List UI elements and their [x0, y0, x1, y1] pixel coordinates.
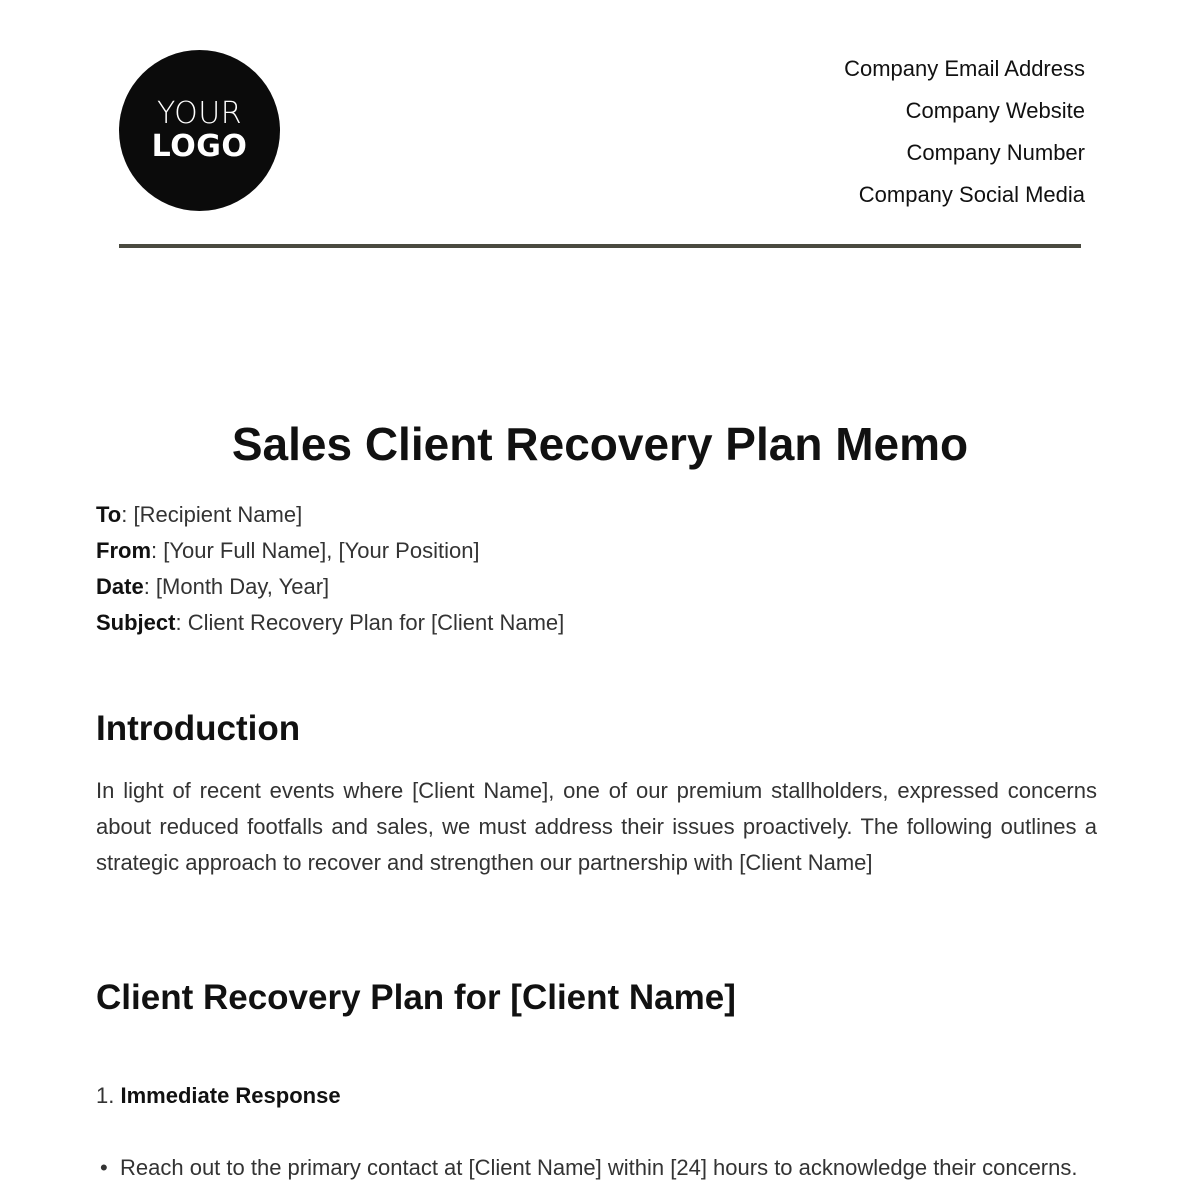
- memo-date-value: : [Month Day, Year]: [143, 574, 330, 599]
- header-divider: [119, 244, 1081, 248]
- company-website: Company Website: [905, 98, 1085, 123]
- introduction-heading: Introduction: [96, 709, 301, 748]
- company-logo: [119, 50, 280, 211]
- company-email: Company Email Address: [844, 56, 1085, 81]
- plan-bullet-item: [100, 1150, 1090, 1186]
- document-title: Sales Client Recovery Plan Memo: [231, 418, 969, 470]
- memo-to-value: : [Recipient Name]: [121, 502, 303, 527]
- memo-subject-row: [96, 605, 564, 641]
- company-social-media: Company Social Media: [858, 182, 1085, 207]
- logo-text-bottom: LOGO: [151, 128, 248, 164]
- memo-meta: [96, 497, 564, 641]
- company-contact-block: [844, 52, 1085, 220]
- memo-subject-label: Subject: [96, 610, 176, 635]
- memo-from-row: [96, 533, 564, 569]
- memo-from-value: : [Your Full Name], [Your Position]: [151, 538, 480, 563]
- step-title: Immediate Response: [120, 1083, 341, 1108]
- memo-subject-value: : Client Recovery Plan for [Client Name]: [175, 610, 565, 635]
- memo-to-label: To: [96, 502, 122, 527]
- plan-step-1: [96, 1078, 341, 1114]
- bullet-text: Reach out to the primary contact at [Client Name] within [24] hours to acknowledge their concerns.: [120, 1155, 1078, 1180]
- introduction-paragraph: In light of recent events where [Client Name], one of our premium stallholders, expressed concerns about reduced footfalls and sales, we must address their issues proactively. The following outlines a strategic approach to recover and strengthen our partnership with [Client Name]: [96, 778, 1097, 875]
- recovery-plan-heading: Client Recovery Plan for [Client Name]: [96, 978, 736, 1017]
- step-number: 1.: [96, 1083, 115, 1108]
- memo-date-label: Date: [96, 574, 144, 599]
- company-number: Company Number: [906, 140, 1085, 165]
- memo-to-row: [96, 497, 564, 533]
- memo-date-row: [96, 569, 564, 605]
- bullet-dot-icon: •: [100, 1155, 108, 1180]
- memo-from-label: From: [96, 538, 151, 563]
- logo-text-top: YOUR: [156, 95, 243, 131]
